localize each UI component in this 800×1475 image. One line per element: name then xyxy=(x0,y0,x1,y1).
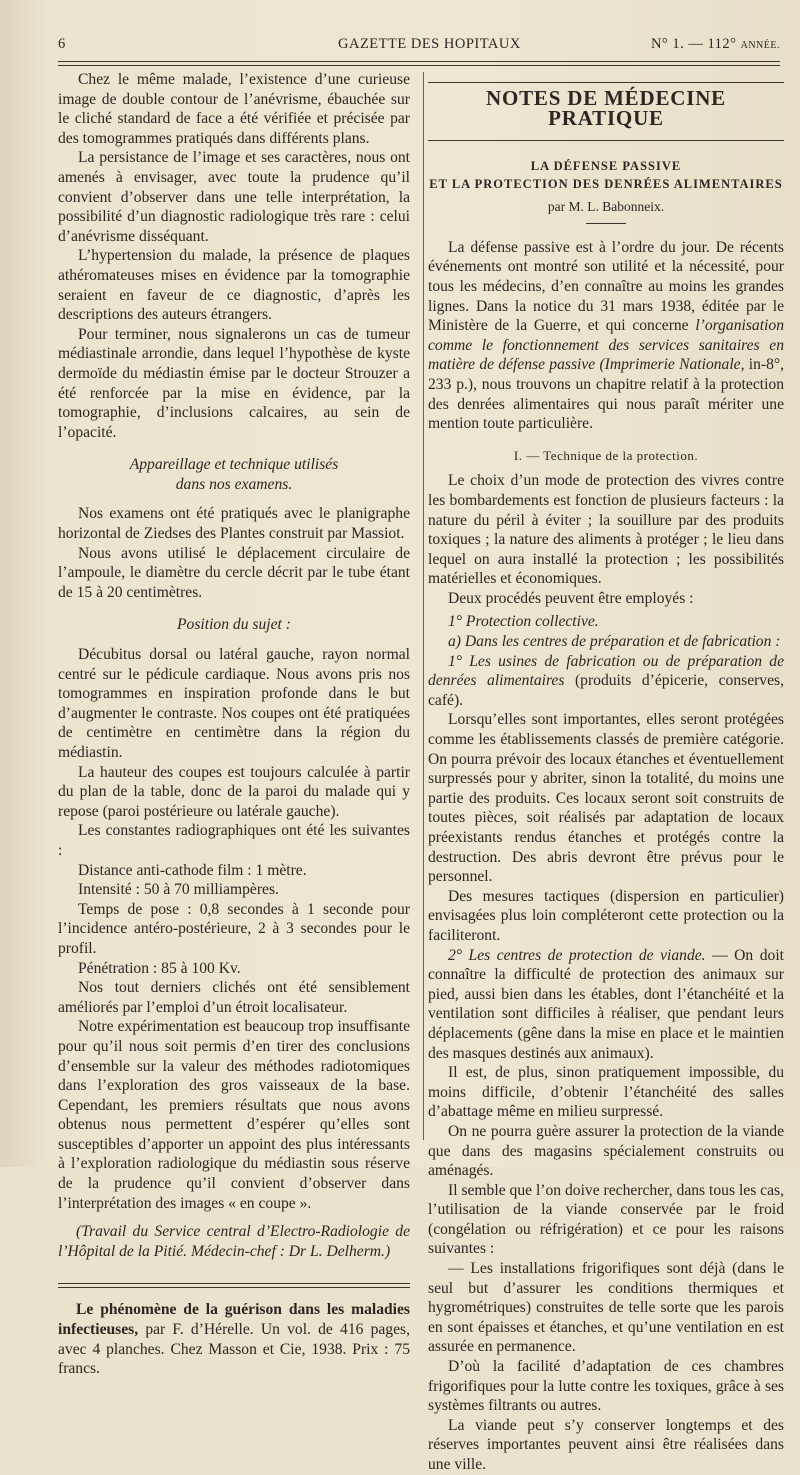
paragraph: Des mesures tactiques (dispersion en particulier) envisagées plus loin compléteront cette protection ou la faciliteront. xyxy=(428,887,784,944)
paragraph: Deux procédés peuvent être employés : xyxy=(448,589,694,607)
page-number: 6 xyxy=(58,36,66,52)
section-heading: I. — Technique de la protection. xyxy=(513,447,699,463)
paragraph: Le choix d’un mode de protection des vivres contre les bombardements est fonction de plusieurs facteurs : la nature du péril à éviter ; la souillure par des produits toxiques ; la nature des aliments à protéger ; le lieu dans lequel on aura installé la protection ; les possibilités matérielles et économiques. xyxy=(428,472,784,588)
paragraph: Nous avons utilisé le déplacement circulaire de l’ampoule, le diamètre du cercle décrit par le tube étant de 15 à 20 centimètres. xyxy=(58,544,410,601)
paragraph: La viande peut s’y conserver longtemps et des réserves importantes peuvent ainsi être réalisées dans une ville. xyxy=(428,1416,784,1473)
paragraph: Décubitus dorsal ou latéral gauche, rayon normal centré sur le pédicule cardiaque. Nous avons pris nos tomogrammes en inspiration profonde dans le but d’augmenter le contraste. Nos coupes ont été pratiquées de centimètre en centimètre dans la région du médiastin. xyxy=(58,646,410,761)
paragraph: L’hypertension du malade, la présence de plaques athéromateuses mises en évidence par la tomographie seraient en faveur de ce diagnostic, d’après les descriptions des auteurs étrangers. xyxy=(58,247,410,324)
paragraph: Pour terminer, nous signalerons un cas de tumeur médiastinale arrondie, dans lequel l’hypothèse de kyste dermoïde du médiastin émise par le docteur Strouzer a été renforcée par la mise en évidence, par la tomographie, d’inclusions calcaires, au sein de l’opacité. xyxy=(58,325,410,441)
right-column xyxy=(428,82,784,1475)
subheading: a) Dans les centres de préparation et de fabrication : xyxy=(448,633,781,651)
header-rule-thin xyxy=(58,65,780,66)
paragraph: La persistance de l’image et ses caractères, nous ont amenés à envisager, avec toute la prudence qu’il convient d’observer dans une telle interprétation, la possibilité d’un diagnostic radiologique très rare : celui d’anévrisme disséquant. xyxy=(58,149,410,245)
paragraph: Distance anti-cathode film : 1 mètre. xyxy=(78,861,307,879)
header-rule xyxy=(58,61,780,62)
paragraph: On ne pourra guère assurer la protection de la viande que dans des magasins spécialement construits ou aménagés. xyxy=(428,1122,784,1180)
paragraph: Nos examens ont été pratiqués avec le planigraphe horizontal de Ziedses des Plantes construit par Massiot. xyxy=(58,505,410,543)
paragraph: 2° Les centres de protection de viande. — On doit connaître la difficulté de protection des animaux sur pied, aussi bien dans les étables, dont l’étanchéité et la ventilation sont difficiles à réaliser, que pendant leurs déplacements (gêne dans la mise en place et le maintien des masques destinés aux animaux). xyxy=(428,946,784,1062)
paragraph: Notre expérimentation est beaucoup trop insuffisante pour qu’il nous soit permis d’en tirer des conclusions d’ensemble sur la valeur des méthodes radiotomiques dans l’exploration des gros vaisseaux de la base. Cependant, les premiers résultats que nous avons obtenus nous permettent d’espérer qu’elles sont susceptibles d’apporter un appoint des plus intéressants à l’exploration radiologique du médiastin sous réserve de la prudence qu’il convient d’observer dans l’interprétation des images « en coupe ». xyxy=(58,1018,410,1212)
paragraph: Lorsqu’elles sont importantes, elles seront protégées comme les établissements classés de première catégorie. On pourra prévoir des locaux étanches et éventuellement surpressés pour y abriter, sinon la totalité, du moins une partie des produits. Ces locaux seront soit construits de toutes pièces, soit réalisés par adaptation de locaux préexistants rendus étanches et protégés contre la destruction. Des abris devront être prévus pour le personnel. xyxy=(428,711,784,886)
paragraph: D’où la facilité d’adaptation de ces chambres frigorifiques pour la lutte contre les toxiques, grâce à ses systèmes filtrants ou autres. xyxy=(428,1358,784,1415)
paragraph: 1° Les usines de fabrication ou de préparation de denrées alimentaires (produits d’épicerie, conserves, café). xyxy=(428,652,784,709)
section-title: NOTES DE MÉDECINE PRATIQUE xyxy=(428,82,784,141)
page-header xyxy=(58,36,780,60)
article-title: LA DÉFENSE PASSIVE xyxy=(530,159,682,174)
paragraph: Nos tout derniers clichés ont été sensiblement améliorés par l’emploi d’un étroit localisateur. xyxy=(58,979,410,1016)
column-divider xyxy=(423,72,424,1140)
paragraph: — Les installations frigorifiques sont déjà (dans le seul but d’assurer les conditions thermiques et hygrométriques) construites de telle sorte que les parois en sont épaisses et étanches, et qu’une ventilation en est assurée en permanence. xyxy=(428,1260,784,1356)
short-rule xyxy=(586,223,626,224)
paragraph: Chez le même malade, l’existence d’une curieuse image de double contour de l’anévrisme, ébauchée sur le cliché standard de face a été vérifiée et précisée par des tomogrammes pratiqués dans différents plans. xyxy=(58,71,410,147)
book-notice: Le phénomène de la guérison dans les maladies infectieuses, par F. d’Hérelle. Un vol. de 416 pages, avec 4 planches. Chez Masson et Cie, 1938. Prix : 75 francs. xyxy=(58,1301,410,1378)
section-heading: Position du sujet : xyxy=(177,616,291,634)
paragraph: La hauteur des coupes est toujours calculée à partir du plan de la table, donc de la paroi du malade qui y repose (paroi postérieure ou latérale gauche). xyxy=(58,763,410,820)
issue-info: N° 1. — 112° ANNÉE. xyxy=(650,36,780,52)
paragraph: Les constantes radiographiques ont été les suivantes : xyxy=(58,822,410,859)
paragraph: La défense passive est à l’ordre du jour. De récents événements ont montré son utilité et la nécessité, pour tous les médecins, d’en connaître au moins les grandes lignes. Dans la notice du 31 mars 1938, éditée par le Ministère de la Guerre, et qui concerne l’organisation comme le fonctionnement des services sanitaires en matière de défense passive (Imprimerie Nationale, in-8°, 233 p.), nous trouvons un chapitre relatif à la protection des denrées alimentaires qui nous paraît mériter une mention toute particulière. xyxy=(428,238,784,433)
paragraph: Intensité : 50 à 70 milliampères. xyxy=(78,881,279,899)
paragraph: Temps de pose : 0,8 secondes à 1 seconde pour l’incidence antéro-postérieure, 2 à 3 secondes pour le profil. xyxy=(58,900,410,957)
article-subtitle: ET LA PROTECTION DES DENRÉES ALIMENTAIRES xyxy=(429,177,783,192)
left-column xyxy=(58,70,410,1379)
byline: par M. L. Babonneix. xyxy=(547,199,665,215)
section-rule xyxy=(58,1283,410,1288)
paragraph: Pénétration : 85 à 100 Kv. xyxy=(78,959,241,977)
journal-title: GAZETTE DES HOPITAUX xyxy=(338,36,521,52)
paragraph: Il semble que l’on doive rechercher, dans tous les cas, l’utilisation de la viande conservée par le froid (congélation ou réfrigération) et ce pour les raisons suivantes : xyxy=(428,1181,784,1258)
book-title: Le phénomène de la guérison dans les maladies infectieuses, xyxy=(58,1301,410,1339)
paragraph: Il est, de plus, sinon pratiquement impossible, du moins difficile, d’obtenir l’étanchéité des salles d’abattage même en milieu surpressé. xyxy=(428,1064,784,1121)
section-heading: Appareillage et technique utilisés dans nos examens. xyxy=(129,456,339,493)
article-credit: (Travail du Service central d’Electro-Radiologie de l’Hôpital de la Pitié. Médecin-chef : Dr L. Delherm.) xyxy=(58,1223,410,1260)
subheading: 1° Protection collective. xyxy=(448,613,599,631)
